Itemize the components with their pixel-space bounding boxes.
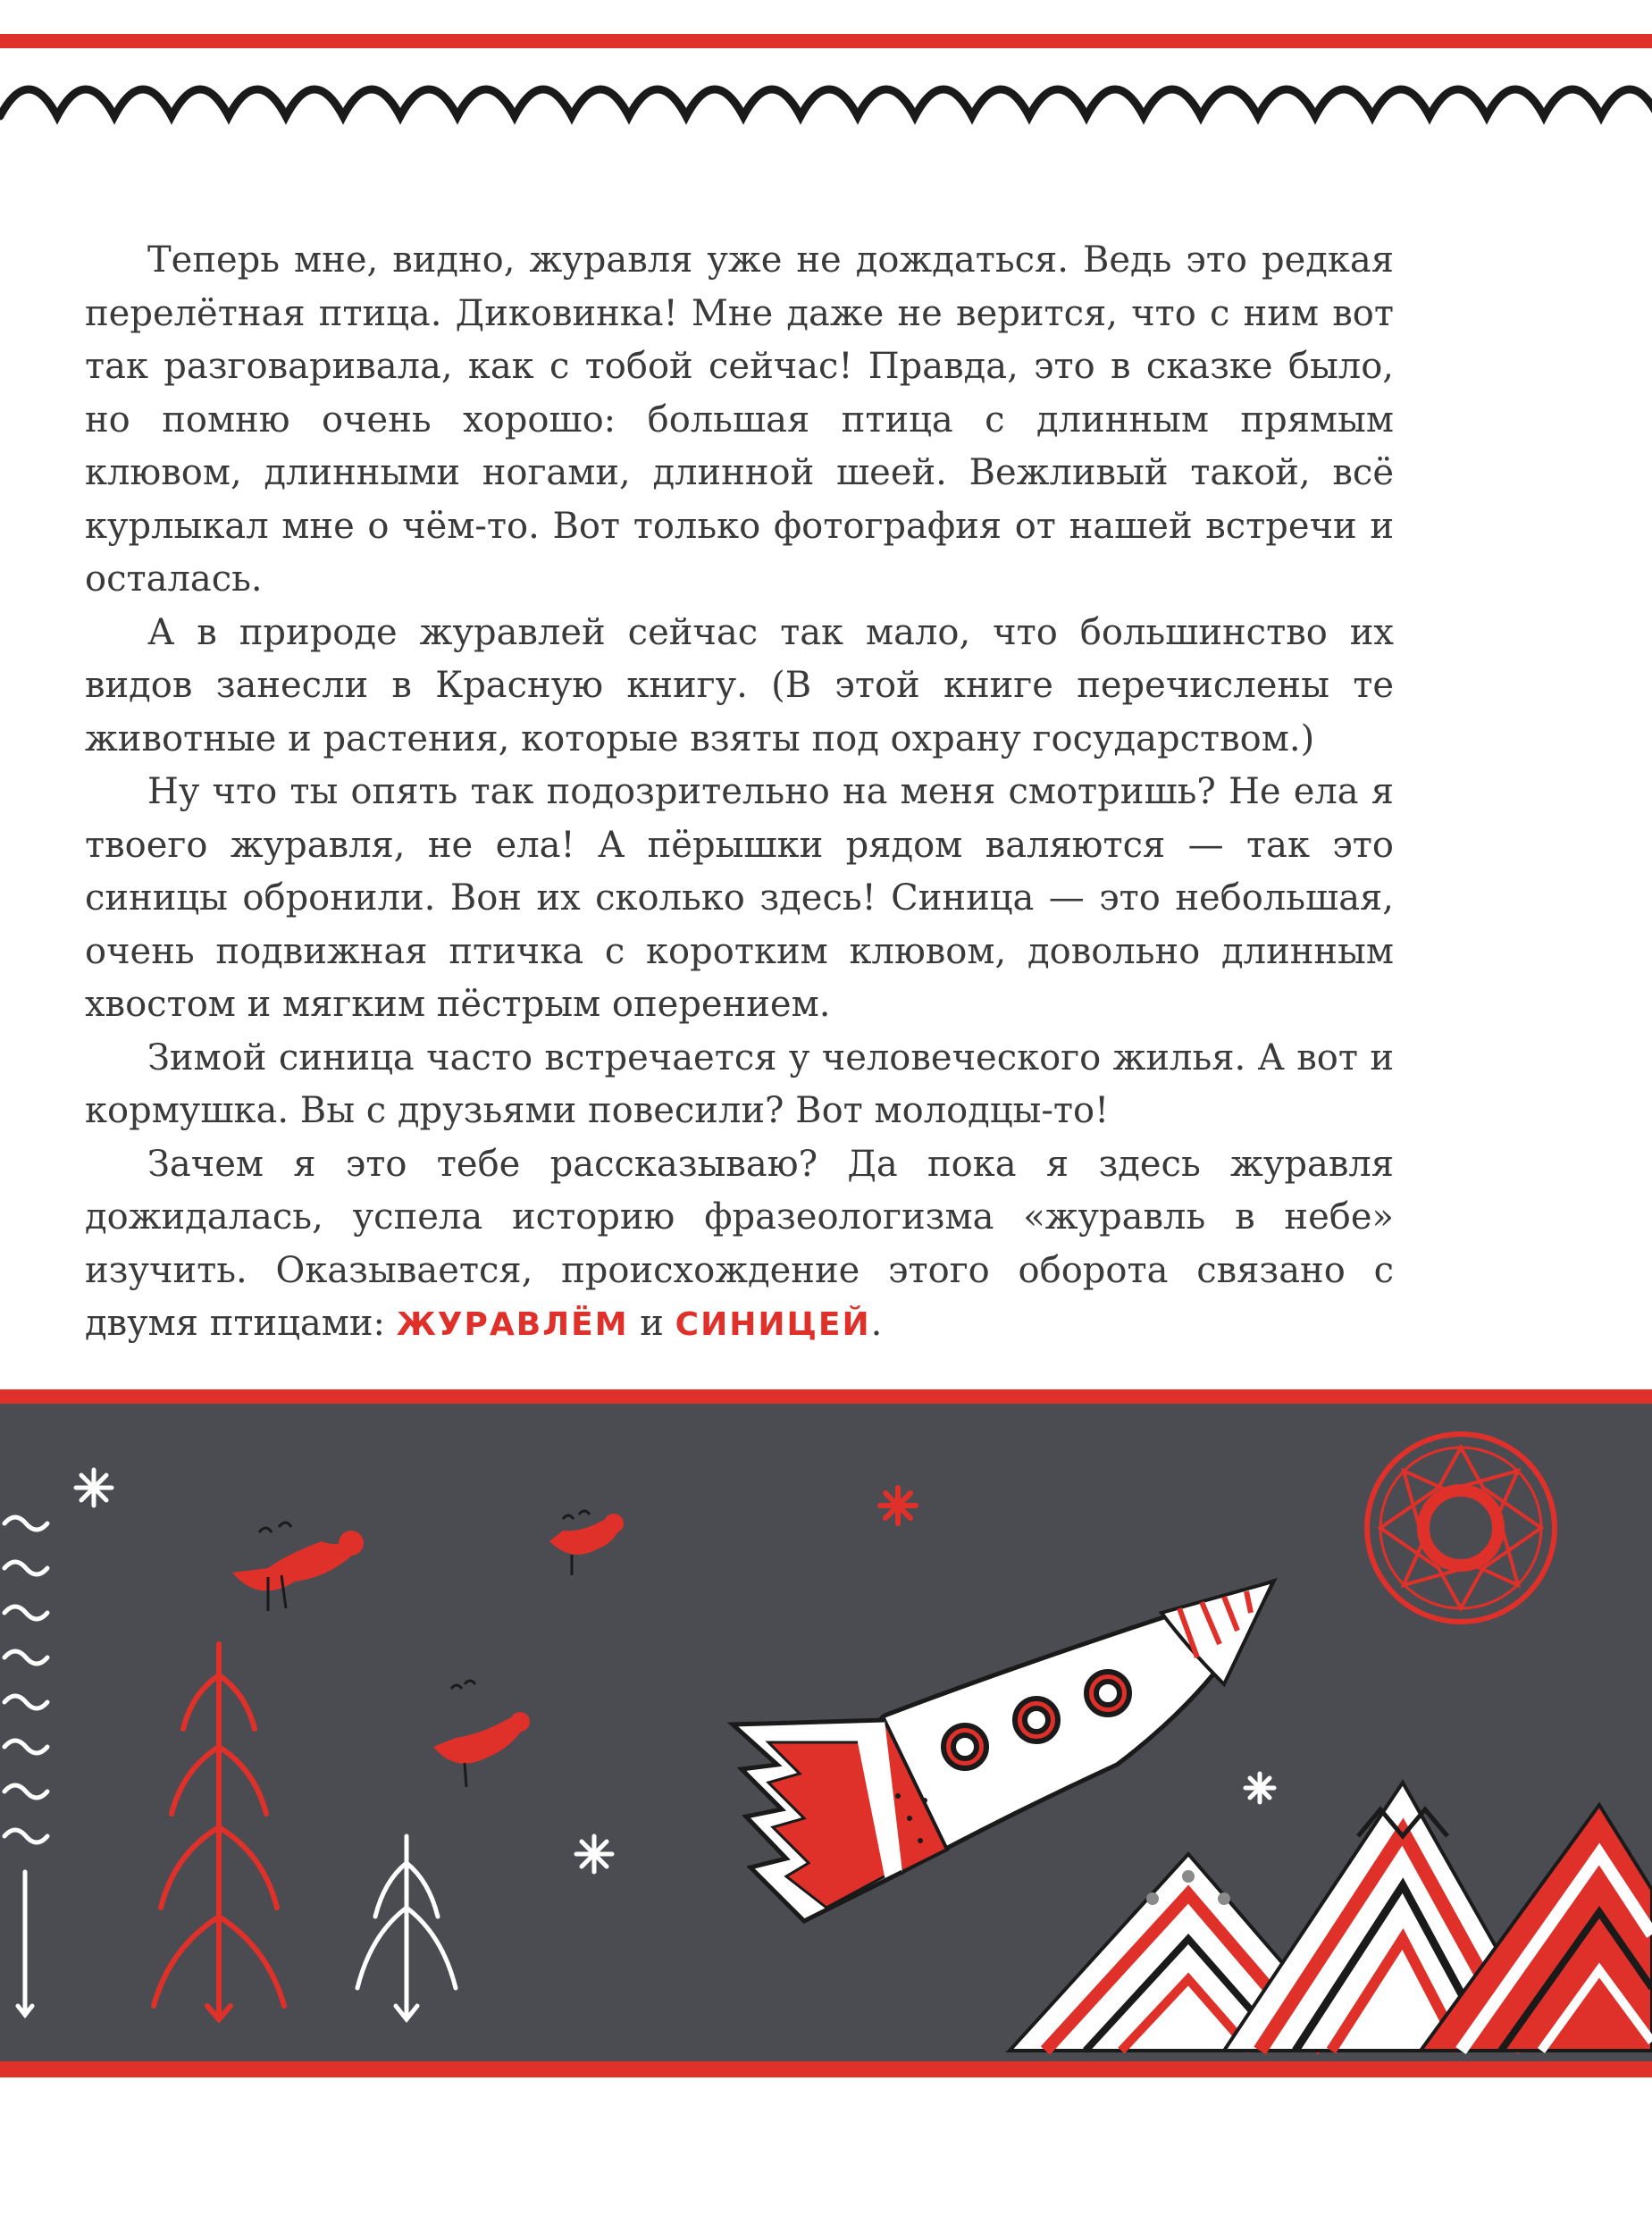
paragraph-5-end: . xyxy=(870,1303,883,1344)
illustration-top-stripe xyxy=(0,1389,1652,1404)
star-icon xyxy=(880,1488,916,1523)
snowflake-icon xyxy=(76,1470,112,1506)
paragraph-2: А в природе журавлей сейчас так мало, что большинство их видов занесли в Красную книгу. (В этой книге перечислены те животные и растения, которые взяты под охрану государством.) xyxy=(85,611,1394,759)
paragraph-5-lead: Зачем я это тебе рассказываю? Да пока я здесь журавля дожидалась, успела историю фразеологизма «журавль в небе» изучить. Оказывается, происхождение этого оборота связано с двумя птицами: xyxy=(85,1143,1394,1344)
illustration-bottom-stripe xyxy=(0,2061,1652,2077)
paragraph-1: Теперь мне, видно, журавля уже не дождаться. Ведь это редкая перелётная птица. Диковинка! Мне даже не верится, что с ним вот так разговаривала, как с тобой сейчас! Правда, это в сказке было, но помню очень хорошо: большая птица с длинным прямым клювом, длинными ногами, длинной шеей. Вежливый такой, всё курлыкал мне о чём-то. Вот только фотография от нашей встречи и осталась. xyxy=(85,239,1394,600)
snowflake-icon xyxy=(1245,1774,1274,1802)
top-red-stripe xyxy=(0,34,1652,48)
scallop-line xyxy=(0,89,1652,116)
paragraph-3: Ну что ты опять так подозрительно на меня смотришь? Не ела я твоего журавля, не ела! А пёрышки рядом валяются — так это синицы обронили. Вон их сколько здесь! Синица — это небольшая, очень подвижная птичка с коротким клювом, довольно длинным хвостом и мягким пёстрым оперением. xyxy=(85,771,1394,1025)
paragraph-4: Зимой синица часто встречается у человеческого жилья. А вот и кормушка. Вы с друзьями повесили? Вот молодцы-то! xyxy=(85,1036,1394,1131)
highlight-tit: СИНИЦЕЙ xyxy=(675,1306,871,1343)
top-scallop-border xyxy=(0,0,1652,143)
paragraph-5 xyxy=(85,1138,1394,1352)
paragraph-5-joiner: и xyxy=(628,1303,675,1344)
highlight-crane: ЖУРАВЛЁМ xyxy=(396,1306,629,1343)
night-sky-illustration xyxy=(0,1389,1652,2095)
story-text xyxy=(85,234,1394,1352)
snowflake-icon xyxy=(576,1836,612,1872)
